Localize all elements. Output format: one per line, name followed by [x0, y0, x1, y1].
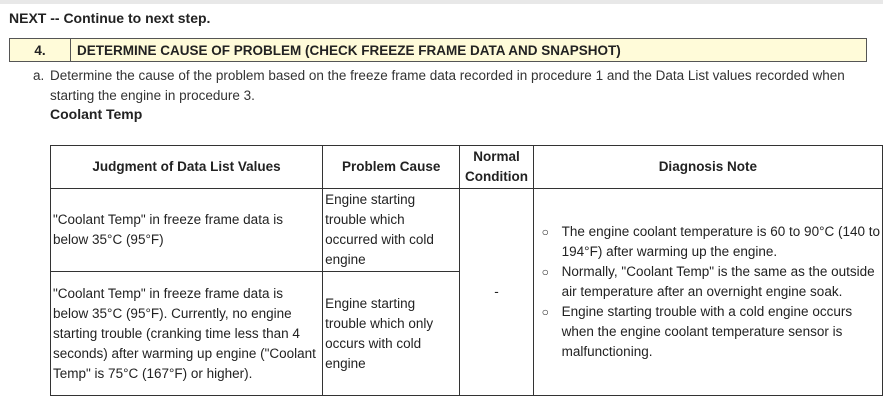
judgment-cell: "Coolant Temp" in freeze frame data is below 35°C (95°F) [51, 189, 323, 272]
header-diagnosis-note: Diagnosis Note [533, 146, 882, 189]
circle-bullet-icon: ○ [541, 225, 549, 239]
list-marker: a. [33, 68, 45, 83]
note-text: The engine coolant temperature is 60 to 90°C (140 to 194°F) after warming up the engine. [561, 224, 881, 259]
data-list-table [50, 145, 883, 396]
normal-condition-cell: - [460, 189, 533, 396]
step-number: 4. [10, 39, 71, 61]
diagnosis-note-cell [533, 189, 882, 396]
list-item [541, 262, 880, 302]
section-subheading: Coolant Temp [50, 106, 143, 122]
list-item [541, 222, 881, 262]
table-row [51, 189, 883, 272]
list-item [541, 302, 880, 362]
step-title: DETERMINE CAUSE OF PROBLEM (CHECK FREEZE FRAME DATA AND SNAPSHOT) [77, 42, 621, 58]
diagnosis-note-list [536, 222, 880, 362]
header-problem-cause: Problem Cause [323, 146, 460, 189]
cause-cell: Engine starting trouble which only occurs with cold engine [323, 272, 460, 396]
cause-cell: Engine starting trouble which occurred with cold engine [323, 189, 460, 272]
note-text: Normally, "Coolant Temp" is the same as the outside air temperature after an overnight engine soak. [561, 264, 875, 299]
note-text: Engine starting trouble with a cold engine occurs when the engine coolant temperature sensor is malfunctioning. [561, 304, 853, 359]
header-judgment: Judgment of Data List Values [51, 146, 323, 189]
judgment-cell: "Coolant Temp" in freeze frame data is below 35°C (95°F). Currently, no engine starting trouble (cranking time less than 4 seconds) after warming up engine ("Coolant Temp" is 75°C (167°F) or higher). [51, 272, 323, 396]
circle-bullet-icon: ○ [541, 305, 549, 319]
top-divider [0, 0, 883, 4]
step-header [9, 38, 867, 62]
instruction-text: Determine the cause of the problem based on the freeze frame data recorded in procedure 1 and the Data List values recorded when starting the engine in procedure 3. [50, 68, 845, 103]
circle-bullet-icon: ○ [541, 265, 549, 279]
instruction-paragraph [33, 66, 863, 106]
next-step-text: NEXT -- Continue to next step. [9, 10, 211, 26]
header-normal-condition: Normal Condition [460, 146, 533, 189]
table-header-row [51, 146, 883, 189]
